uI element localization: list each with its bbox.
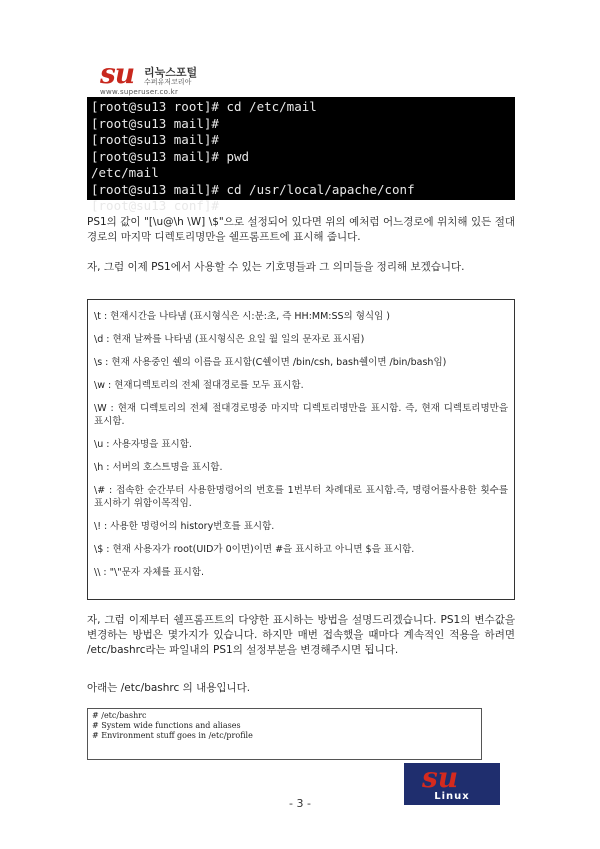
- terminal-screenshot: [87, 97, 515, 213]
- symbol-item: \W : 현재 디렉토리의 전체 절대경로명중 마지막 디렉토리명만을 표시함. 즉, 현재 디렉토리명만을 표시함.: [94, 403, 508, 427]
- paragraph-change-method: 자, 그럼 이제부터 쉘프롬프트의 다양한 표시하는 방법을 설명드리겠습니다. PS1의 변수값을 변경하는 방법은 몇가지가 있습니다. 하지만 매번 접속했을 때마다 계속적인 적용을 하려면 /etc/bashrc라는 파일내의 PS1의 설정부분을 변경해주시면 됩니다.: [87, 614, 515, 656]
- symbol-item: \# : 접속한 순간부터 사용한명령어의 번호를 1번부터 차례대로 표시함.즉, 명령어를사용한 횟수를 표시하기 위함이목적임.: [94, 485, 508, 509]
- code-line: # Environment stuff goes in /etc/profile: [92, 731, 253, 740]
- page-number: - 3 -: [289, 797, 311, 810]
- code-line: # /etc/bashrc: [92, 711, 147, 720]
- symbol-item: \s : 현재 사용중인 쉘의 이름을 표시함(C쉘이면 /bin/csh, bash쉘이면 /bin/bash임): [94, 357, 447, 368]
- paragraph-symbol-intro: 자, 그럼 이제 PS1에서 사용할 수 있는 기호명들과 그 의미들을 정리해 보겠습니다.: [87, 261, 465, 273]
- logo-subtitle: 수퍼유저코리아: [144, 78, 192, 86]
- symbol-item: \w : 현재디렉토리의 전체 절대경로를 모두 표시함.: [94, 380, 304, 391]
- paragraph-ps1-value: PS1의 값이 "[\u@\h \W] \$"으로 설정되어 있다면 위의 예처럼 어느경로에 위치해 있든 절대경로의 마지막 디렉토리명만을 쉘프롬프트에 표시해 줍니다.: [87, 216, 515, 243]
- symbol-item: \\ : "\"문자 자체를 표시함.: [94, 567, 205, 578]
- symbol-item: \$ : 현재 사용자가 root(UID가 0이면)이면 #을 표시하고 아니면 $을 표시함.: [94, 544, 415, 555]
- symbol-item: \h : 서버의 호스트명을 표시함.: [94, 462, 223, 473]
- symbol-item: \t : 현재시간을 나타냄 (표시형식은 시:분:초, 즉 HH:MM:SS의 형식임 ): [94, 311, 390, 322]
- terminal-line: [root@su13 root]# cd /etc/mail: [91, 99, 317, 114]
- logo-url: www.superuser.co.kr: [100, 88, 179, 96]
- footer-logo-text: Linux: [434, 791, 470, 802]
- symbol-list-box: [87, 299, 515, 600]
- su-logo-mark: su: [100, 57, 135, 90]
- header-logo: [100, 57, 230, 98]
- terminal-line: /etc/mail: [91, 165, 159, 180]
- logo-name: 리눅스포털: [144, 66, 198, 79]
- code-line: # System wide functions and aliases: [92, 721, 241, 730]
- symbol-item: \! : 사용한 명령어의 history번호를 표시함.: [94, 521, 275, 532]
- bashrc-code-box: [87, 708, 482, 760]
- terminal-line: [root@su13 mail]#: [91, 132, 219, 147]
- footer-logo-mark: su: [422, 761, 459, 794]
- symbol-item: \u : 사용자명을 표시함.: [94, 439, 192, 450]
- symbol-item: \d : 현재 날짜를 나타냄 (표시형식은 요일 월 일의 문자로 표시됨): [94, 334, 365, 345]
- terminal-line: [root@su13 conf]#: [91, 198, 219, 213]
- terminal-line: [root@su13 mail]# pwd: [91, 148, 250, 164]
- terminal-line: [root@su13 mail]#: [91, 115, 219, 131]
- terminal-line: [root@su13 mail]# cd /usr/local/apache/conf: [91, 181, 415, 197]
- paragraph-bashrc-intro: 아래는 /etc/bashrc 의 내용입니다.: [87, 682, 251, 694]
